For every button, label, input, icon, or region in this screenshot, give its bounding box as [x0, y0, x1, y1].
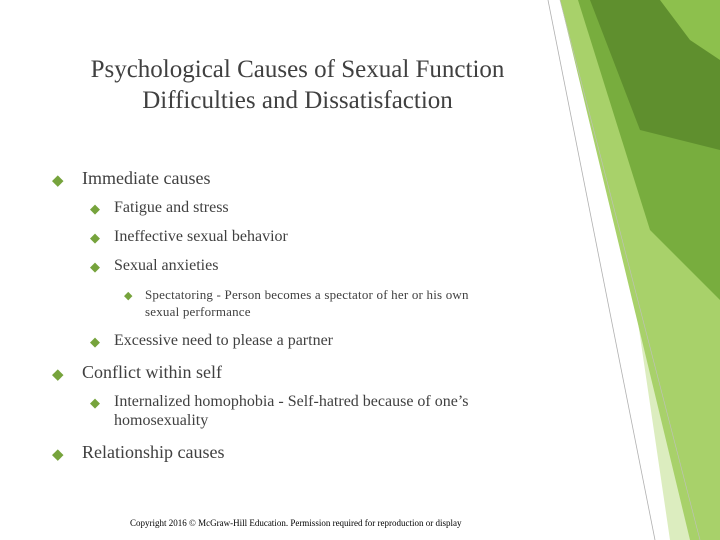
diamond-bullet-icon: ◆: [52, 367, 64, 383]
diamond-bullet-icon: ◆: [124, 290, 133, 302]
bullet-text: Immediate causes: [82, 168, 211, 188]
bullet-text: Excessive need to please a partner: [114, 332, 334, 349]
bullet-text: Relationship causes: [82, 442, 225, 462]
diamond-bullet-icon: ◆: [90, 201, 100, 216]
bullet-text: Fatigue and stress: [114, 199, 229, 216]
bullet-text: Sexual anxieties: [114, 257, 219, 274]
diamond-bullet-icon: ◆: [52, 173, 64, 189]
bullet-text-line-2: homosexuality: [114, 412, 209, 429]
diamond-bullet-icon: ◆: [90, 334, 100, 349]
slide-title-line-2: Difficulties and Dissatisfaction: [142, 87, 453, 114]
bullet-text-line-1: Spectatoring - Person becomes a spectator of her or his own: [145, 287, 469, 302]
slide-title-line-1: Psychological Causes of Sexual Function: [90, 56, 505, 83]
diamond-bullet-icon: ◆: [90, 230, 100, 245]
bullet-text-line-2: sexual performance: [145, 304, 251, 319]
bullet-text: Ineffective sexual behavior: [114, 228, 288, 245]
diamond-bullet-icon: ◆: [90, 259, 100, 274]
diamond-bullet-icon: ◆: [52, 447, 64, 463]
bullet-text-line-1: Internalized homophobia - Self-hatred because of one’s: [114, 393, 469, 410]
copyright-notice: Copyright 2016 © McGraw-Hill Education. Permission required for reproduction or display: [130, 518, 462, 528]
slide-title: [50, 54, 545, 116]
bullet-text: Conflict within self: [82, 362, 222, 382]
diamond-bullet-icon: ◆: [90, 395, 100, 410]
